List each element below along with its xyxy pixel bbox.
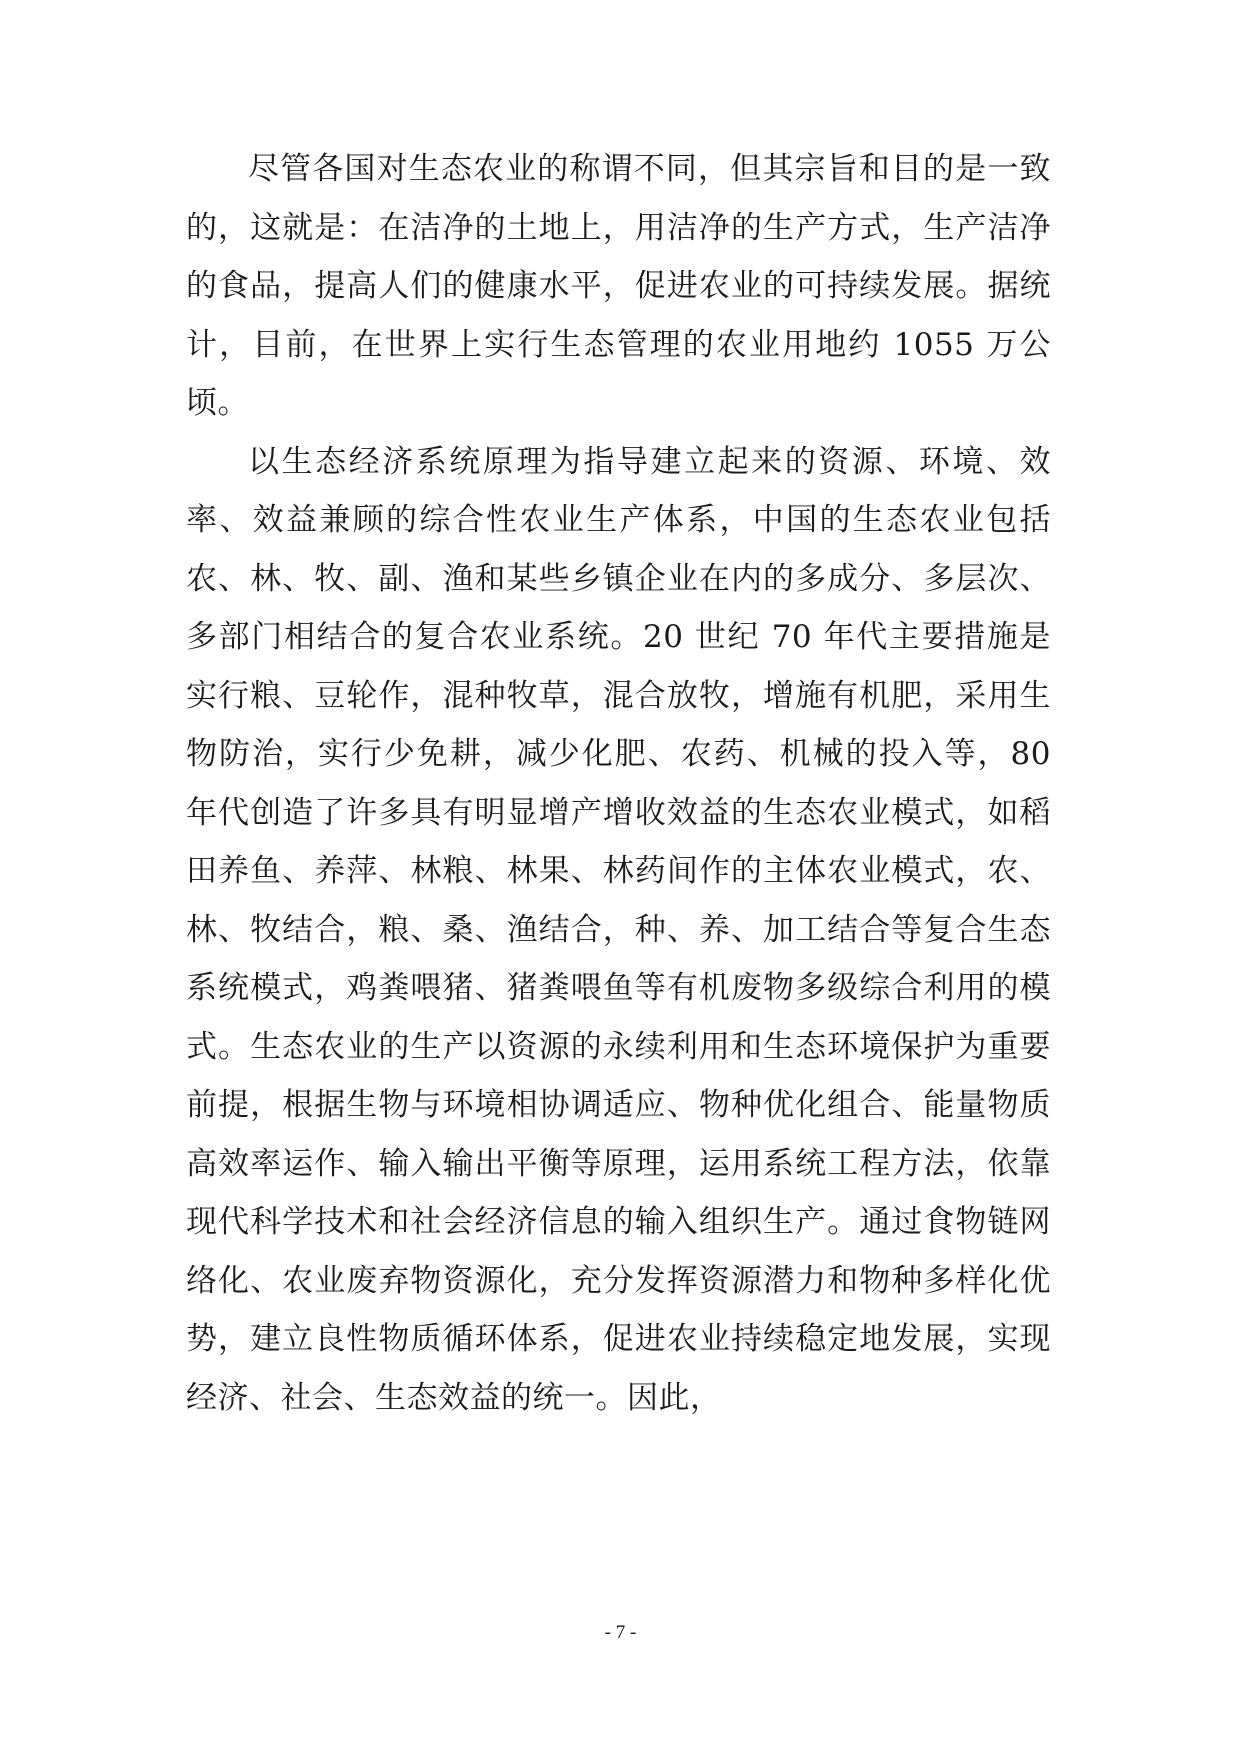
paragraph-2: 以生态经济系统原理为指导建立起来的资源、环境、效率、效益兼顾的综合性农业生产体系，中国的生态农业包括农、林、牧、副、渔和某些乡镇企业在内的多成分、多层次、多部门相结合的复合农业系统。20 世纪 70 年代主要措施是实行粮、豆轮作，混种牧草，混合放牧，增施有机肥，采用生物防治，实行少免耕，减少化肥、农药、机械的投入等，80 年代创造了许多具有明显增产增收效益的生态农业模式，如稻田养鱼、养萍、林粮、林果、林药间作的主体农业模式，农、林、牧结合，粮、桑、渔结合，种、养、加工结合等复合生态系统模式，鸡粪喂猪、猪粪喂鱼等有机废物多级综合利用的模式。生态农业的生产以资源的永续利用和生态环境保护为重要前提，根据生物与环境相协调适应、物种优化组合、能量物质高效率运作、输入输出平衡等原理，运用系统工程方法，依靠现代科学技术和社会经济信息的输入组织生产。通过食物链网络化、农业废弃物资源化，充分发挥资源潜力和物种多样化优势，建立良性物质循环体系，促进农业持续稳定地发展，实现经济、社会、生态效益的统一。因此，: [186, 443, 1051, 1416]
paragraph-1: 尽管各国对生态农业的称谓不同，但其宗旨和目的是一致的，这就是：在洁净的土地上，用洁净的生产方式，生产洁净的食品，提高人们的健康水平，促进农业的可持续发展。据统计，目前，在世界上实行生态管理的农业用地约 1055 万公顷。: [186, 151, 1051, 421]
page-number: - 7 -: [604, 1622, 637, 1643]
body-text: [186, 140, 1051, 1427]
